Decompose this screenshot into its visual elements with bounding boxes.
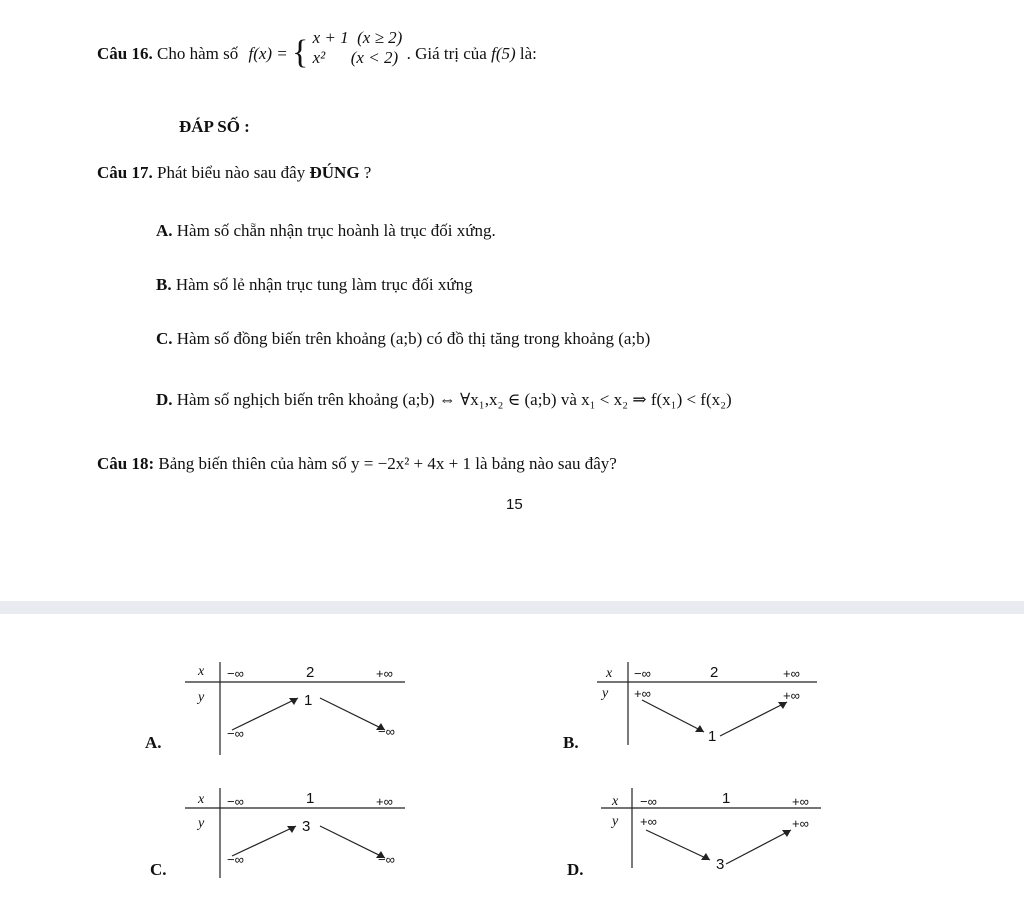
x-mid: 2 xyxy=(306,664,315,681)
q17-option-d[interactable] xyxy=(156,390,732,410)
x-neg-inf: −∞ xyxy=(227,666,244,681)
variation-table-a xyxy=(180,660,410,760)
y-left: −∞ xyxy=(227,726,244,741)
arrow-down xyxy=(320,698,385,730)
variation-table-d xyxy=(596,786,826,886)
page-separator xyxy=(0,601,1024,614)
option-letter: A. xyxy=(156,221,173,240)
x-mid: 1 xyxy=(722,790,731,807)
y-extreme: 1 xyxy=(708,728,717,745)
y-extreme: 3 xyxy=(716,856,725,873)
q16-value: f(5) xyxy=(491,43,516,63)
q18-label: Câu 18: xyxy=(97,454,155,473)
q17-option-a[interactable] xyxy=(156,221,496,241)
x-label: x xyxy=(198,792,205,807)
q16-end: là: xyxy=(519,43,537,63)
option-letter: C. xyxy=(156,329,173,348)
x-label: x xyxy=(606,666,613,681)
q17-option-c[interactable] xyxy=(156,329,650,349)
x-pos-inf: +∞ xyxy=(376,666,393,681)
q16-case2: x² (x < 2) xyxy=(312,48,399,67)
q16-text-after: . Giá trị của xyxy=(406,43,487,63)
x-label: x xyxy=(612,794,619,809)
y-label: y xyxy=(198,816,205,831)
x-pos-inf: +∞ xyxy=(792,794,809,809)
y-left: +∞ xyxy=(634,686,651,701)
y-right: −∞ xyxy=(378,852,395,867)
q17-text: Phát biểu nào sau đây xyxy=(156,163,306,182)
q16-cases xyxy=(313,28,403,68)
q16-text-before: Cho hàm số xyxy=(156,43,239,63)
q16-brace: { xyxy=(292,34,309,71)
q16-func: f(x) = xyxy=(248,43,288,63)
arrow-down xyxy=(642,700,704,732)
question-16 xyxy=(97,28,537,74)
variation-table-c xyxy=(180,786,410,886)
arrow-down xyxy=(646,830,710,860)
y-extreme: 3 xyxy=(302,818,311,835)
q18-formula: y = −2x² + 4x + 1 xyxy=(351,454,471,473)
table-b-letter[interactable]: B. xyxy=(563,733,579,752)
y-left: −∞ xyxy=(227,852,244,867)
y-right: −∞ xyxy=(378,724,395,739)
y-left: +∞ xyxy=(640,814,657,829)
y-label: y xyxy=(602,686,609,701)
x-mid: 2 xyxy=(710,664,719,681)
q17-option-b[interactable] xyxy=(156,275,473,295)
q17-end: ? xyxy=(363,163,372,182)
answer-label: ĐÁP SỐ : xyxy=(179,117,250,136)
x-neg-inf: −∞ xyxy=(634,666,651,681)
y-extreme: 1 xyxy=(304,692,313,709)
q18-text: Bảng biến thiên của hàm số xyxy=(158,454,347,473)
question-18 xyxy=(97,454,617,474)
y-label: y xyxy=(198,690,205,705)
q17-label: Câu 17. xyxy=(97,163,153,182)
y-label: y xyxy=(612,814,619,829)
x-mid: 1 xyxy=(306,790,315,807)
q16-case1: x + 1 (x ≥ 2) xyxy=(312,28,403,47)
option-text: Hàm số nghịch biến trên khoảng (a;b) ⇔ ∀x₁,x₂ ∈ (a;b) và x₁ < x₂ ⇒ f(x₁) < f(x₂) xyxy=(176,390,732,409)
page-number: 15 xyxy=(506,496,523,513)
option-text: Hàm số đồng biến trên khoảng (a;b) có đồ thị tăng trong khoảng (a;b) xyxy=(176,329,651,348)
variation-table-b xyxy=(592,660,822,760)
table-a-letter[interactable]: A. xyxy=(145,733,162,752)
q17-emph: ĐÚNG xyxy=(309,163,360,182)
arrow-up xyxy=(726,830,791,864)
q18-end: là bảng nào sau đây? xyxy=(475,454,617,473)
option-letter: D. xyxy=(156,390,173,409)
table-d-letter[interactable]: D. xyxy=(567,860,584,879)
option-text: Hàm số lẻ nhận trục tung làm trục đối xứng xyxy=(175,275,473,294)
x-label: x xyxy=(198,664,205,679)
option-text: Hàm số chẵn nhận trục hoành là trục đối xứng. xyxy=(176,221,496,240)
y-right: +∞ xyxy=(783,688,800,703)
question-17 xyxy=(97,163,371,183)
table-c-letter[interactable]: C. xyxy=(150,860,167,879)
x-pos-inf: +∞ xyxy=(376,794,393,809)
arrow-down xyxy=(320,826,385,858)
option-letter: B. xyxy=(156,275,172,294)
arrow-up xyxy=(720,702,787,736)
x-pos-inf: +∞ xyxy=(783,666,800,681)
x-neg-inf: −∞ xyxy=(227,794,244,809)
x-neg-inf: −∞ xyxy=(640,794,657,809)
q16-label: Câu 16. xyxy=(97,43,153,63)
y-right: +∞ xyxy=(792,816,809,831)
